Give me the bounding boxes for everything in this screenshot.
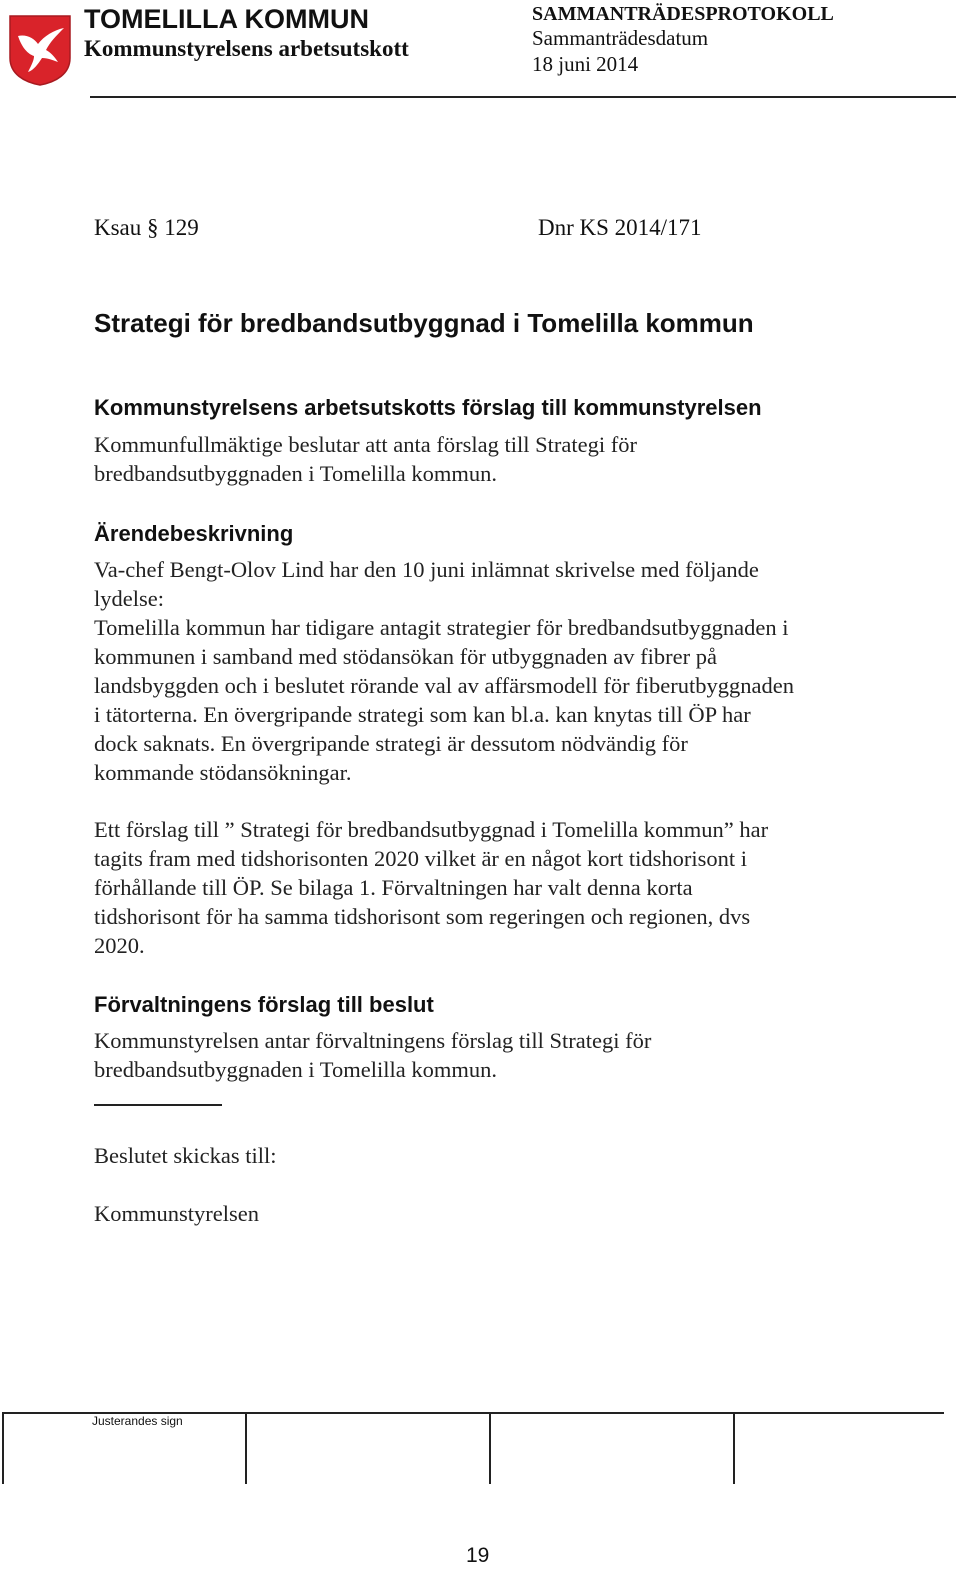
sent-to-label: Beslutet skickas till: [94,1143,277,1168]
signature-cell-border [733,1412,735,1484]
coat-of-arms-bird-icon [8,14,72,86]
description-line: Tomelilla kommun har tidigare antagit strategier för bredbandsutbyggnaden i [94,615,789,640]
meeting-date: 18 juni 2014 [532,52,639,76]
coat-of-arms-logo [8,14,72,86]
admin-proposal-line: bredbandsutbyggnaden i Tomelilla kommun. [94,1057,497,1082]
page-number: 19 [466,1544,490,1567]
description-line: 2020. [94,933,145,958]
description-line: Va-chef Bengt-Olov Lind har den 10 juni inlämnat skrivelse med följande [94,557,759,582]
diary-number: Dnr KS 2014/171 [538,215,702,240]
description-line: tidshorisont för ha samma tidshorisont som regeringen och regionen, dvs [94,904,751,929]
section-divider [94,1104,222,1106]
description-line: i tätorterna. En övergripande strategi som kan bl.a. kan knytas till ÖP har [94,702,751,727]
description-line: kommande stödansökningar. [94,760,352,785]
proposal-heading: Kommunstyrelsens arbetsutskotts förslag till kommunstyrelsen [94,395,762,420]
description-line: landsbyggden och i beslutet rörande val av affärsmodell för fiberutbyggnaden [94,673,794,698]
description-line: dock saknats. En övergripande strategi är dessutom nödvändig för [94,731,688,756]
signature-cell-border [245,1412,247,1484]
organization-name: TOMELILLA KOMMUN [84,4,369,34]
document-title: Strategi för bredbandsutbyggnad i Tomelilla kommun [94,308,754,338]
description-line: kommunen i samband med stödansökan för utbyggnaden av fibrer på [94,644,717,669]
header-divider [90,96,956,98]
signature-cell-border [2,1412,4,1484]
description-line: förhållande till ÖP. Se bilaga 1. Förvaltningen har valt denna korta [94,875,693,900]
department-name: Kommunstyrelsens arbetsutskott [84,36,409,61]
sent-to-recipient: Kommunstyrelsen [94,1201,259,1226]
proposal-line: bredbandsutbyggnaden i Tomelilla kommun. [94,461,497,486]
proposal-line: Kommunfullmäktige beslutar att anta förslag till Strategi för [94,432,637,457]
description-heading: Ärendebeskrivning [94,521,294,546]
admin-proposal-line: Kommunstyrelsen antar förvaltningens förslag till Strategi för [94,1028,652,1053]
description-line: Ett förslag till ” Strategi för bredbandsutbyggnad i Tomelilla kommun” har [94,817,769,842]
meeting-date-label: Sammanträdesdatum [532,26,709,50]
signature-cell-border [489,1412,491,1484]
signature-label: Justerandes sign [92,1414,183,1428]
description-line: tagits fram med tidshorisonten 2020 vilket är en något kort tidshorisont i [94,846,748,871]
admin-proposal-heading: Förvaltningens förslag till beslut [94,992,434,1017]
description-line: lydelse: [94,586,164,611]
protocol-title: SAMMANTRÄDESPROTOKOLL [532,3,834,25]
ksau-paragraph-number: Ksau § 129 [94,215,199,240]
